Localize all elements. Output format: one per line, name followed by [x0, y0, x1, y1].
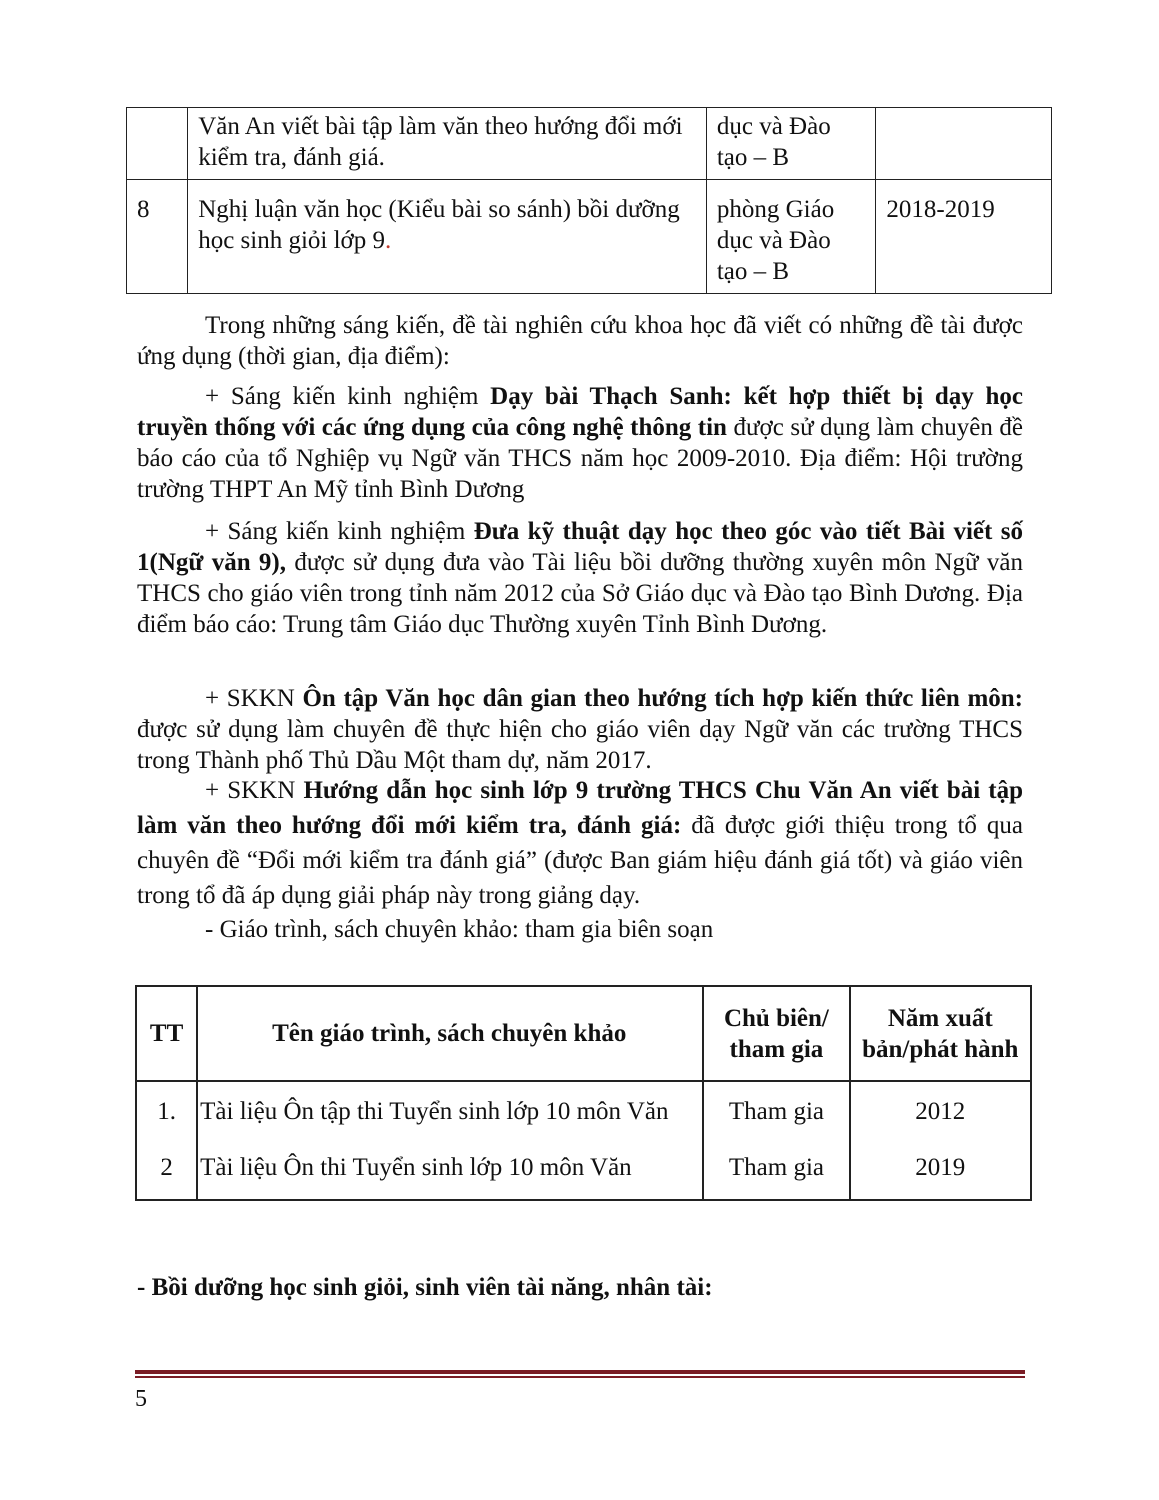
- header-book-name: Tên giáo trình, sách chuyên khảo: [197, 986, 703, 1081]
- header-role: Chủ biên/ tham gia: [703, 986, 849, 1081]
- role-cell: Tham gia: [703, 1081, 849, 1140]
- initiative-title: Hướng dẫn học sinh lớp 9 trường THCS Chu Văn An viết bài tập làm văn theo hướng đổi mới kiểm tra, đánh giá:: [137, 777, 1023, 839]
- previous-works-table: [126, 107, 1052, 294]
- row-number-cell: 8: [127, 180, 188, 294]
- role-cell: Tham gia: [703, 1140, 849, 1200]
- page-number: 5: [135, 1386, 147, 1412]
- year-cell: 2019: [850, 1140, 1031, 1200]
- initiative-item-3: [137, 683, 1023, 776]
- item-prefix: + Sáng kiến kinh nghiệm: [205, 518, 474, 545]
- initiative-title: Dạy bài Thạch Sanh: kết hợp thiết bị dạy học truyền thống với các ứng dụng của công nghệ thông tin: [137, 383, 1023, 441]
- textbook-line: - Giáo trình, sách chuyên khảo: tham gia biên soạn: [205, 916, 714, 943]
- item-description: được sử dụng làm chuyên đề báo cáo của tổ Nghiệp vụ Ngữ văn THCS năm học 2009-2010. Địa điểm: Hội trường trường THPT An Mỹ tỉnh Bình Dương: [137, 414, 1024, 503]
- work-title-text: Nghị luận văn học (Kiểu bài so sánh) bồi dưỡng học sinh giỏi lớp 9: [198, 196, 680, 254]
- tt-cell: 2: [136, 1140, 197, 1200]
- initiative-title: Đưa kỹ thuật dạy học theo góc vào tiết Bài viết số 1(Ngữ văn 9),: [137, 518, 1024, 576]
- year-cell: [876, 108, 1052, 180]
- table-row: [127, 180, 1052, 294]
- intro-paragraph: Trong những sáng kiến, đề tài nghiên cứu khoa học đã viết có những đề tài được ứng dụng (thời gian, địa điểm):: [137, 312, 1023, 370]
- table-row: [136, 1140, 1031, 1200]
- organization-cell: phòng Giáo dục và Đào tạo – B: [706, 180, 876, 294]
- initiative-item-1: [137, 381, 1023, 505]
- footer-divider: [135, 1370, 1025, 1379]
- work-title-cell: Văn An viết bài tập làm văn theo hướng đổi mới kiểm tra, đánh giá.: [188, 108, 707, 180]
- item-prefix: + SKKN: [205, 685, 303, 712]
- initiative-item-2: [137, 516, 1023, 640]
- row-number-cell: [127, 108, 188, 180]
- work-title-cell: [188, 180, 707, 294]
- table-header-row: [136, 986, 1031, 1081]
- header-year: Năm xuất bản/phát hành: [850, 986, 1031, 1081]
- initiative-title: Ôn tập Văn học dân gian theo hướng tích hợp kiến thức liên môn:: [302, 685, 1024, 712]
- textbooks-table: [135, 985, 1032, 1201]
- item-prefix: + SKKN: [205, 777, 304, 804]
- section-heading: - Bồi dưỡng học sinh giỏi, sinh viên tài năng, nhân tài:: [137, 1274, 713, 1301]
- year-cell: 2018-2019: [876, 180, 1052, 294]
- book-name-cell: Tài liệu Ôn tập thi Tuyển sinh lớp 10 môn Văn: [197, 1081, 703, 1140]
- work-title-period: .: [385, 227, 392, 254]
- item-description: đã được giới thiệu trong tổ qua chuyên đề “Đổi mới kiểm tra đánh giá” (được Ban giám hiệu đánh giá tốt) và giáo viên trong tổ đã áp dụng giải pháp này trong giảng dạy.: [137, 812, 1024, 909]
- initiative-item-4: [137, 773, 1023, 913]
- book-name-cell: Tài liệu Ôn thi Tuyển sinh lớp 10 môn Văn: [197, 1140, 703, 1200]
- header-tt: TT: [136, 986, 197, 1081]
- item-description: được sử dụng làm chuyên đề thực hiện cho giáo viên dạy Ngữ văn các trường THCS trong Thành phố Thủ Dầu Một tham dự, năm 2017.: [137, 716, 1023, 774]
- table-row: [136, 1081, 1031, 1140]
- item-prefix: + Sáng kiến kinh nghiệm: [205, 383, 491, 410]
- tt-cell: 1.: [136, 1081, 197, 1140]
- organization-cell: dục và Đào tạo – B: [706, 108, 876, 180]
- item-description: được sử dụng đưa vào Tài liệu bồi dưỡng thường xuyên môn Ngữ văn THCS cho giáo viên trong tỉnh năm 2012 của Sở Giáo dục và Đào tạo Bình Dương. Địa điểm báo cáo: Trung tâm Giáo dục Thường xuyên Tỉnh Bình Dương.: [137, 549, 1023, 638]
- year-cell: 2012: [850, 1081, 1031, 1140]
- table-row: [127, 108, 1052, 180]
